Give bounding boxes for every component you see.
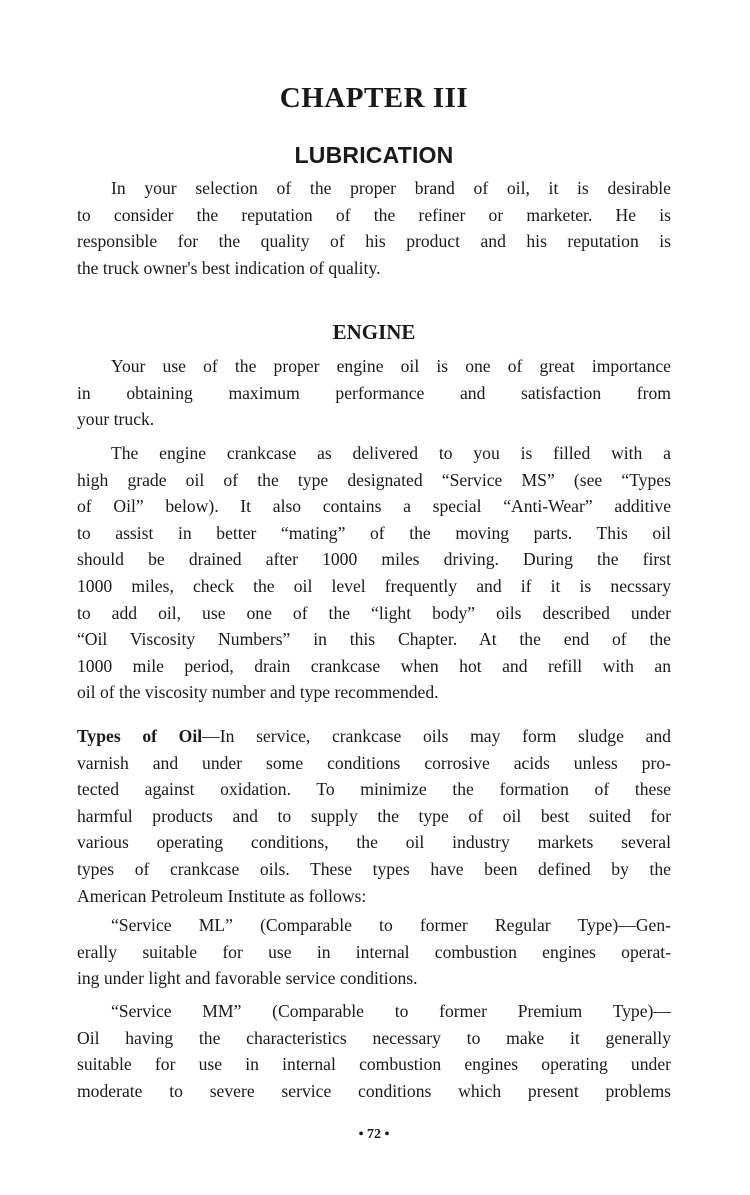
text-line: “Service ML” (Comparable to former Regular Type)—Gen- bbox=[111, 915, 671, 935]
text-line: oil of the viscosity number and type recommended. bbox=[77, 682, 439, 703]
text-line: tected against oxidation. To minimize the formation of these bbox=[77, 779, 671, 800]
service-ml-paragraph bbox=[77, 912, 671, 992]
text-line: to consider the reputation of the refiner or marketer. He is bbox=[77, 204, 671, 225]
text-line: the truck owner's best indication of quality. bbox=[77, 257, 381, 278]
text-line: types of crankcase oils. These types have been defined by the bbox=[77, 858, 671, 879]
intro-paragraph bbox=[77, 175, 671, 281]
text-line: to add oil, use one of the “light body” oils described under bbox=[77, 602, 671, 623]
text-line: to assist in better “mating” of the moving parts. This oil bbox=[77, 522, 671, 543]
engine-heading: ENGINE bbox=[332, 320, 416, 344]
text-line: your truck. bbox=[77, 409, 155, 430]
text-line: Oil having the characteristics necessary to make it generally bbox=[77, 1027, 671, 1048]
service-mm-paragraph bbox=[77, 998, 671, 1104]
text-line: ing under light and favorable service conditions. bbox=[77, 968, 418, 989]
text-line: 1000 mile period, drain crankcase when hot and refill with an bbox=[77, 655, 671, 676]
types-of-oil-paragraph bbox=[77, 723, 671, 909]
text-line: Your use of the proper engine oil is one of great importance bbox=[111, 356, 671, 376]
text-line: moderate to severe service conditions which present problems bbox=[77, 1080, 671, 1101]
text-line: of Oil” below). It also contains a special “Anti-Wear” additive bbox=[77, 496, 671, 517]
text-line: high grade oil of the type designated “Service MS” (see “Types bbox=[77, 469, 671, 490]
text-line: erally suitable for use in internal combustion engines operat- bbox=[77, 941, 671, 962]
text-line: varnish and under some conditions corrosive acids unless pro- bbox=[77, 752, 671, 773]
chapter-title: CHAPTER III bbox=[279, 82, 469, 114]
run-in-heading: Types of Oil bbox=[77, 726, 203, 746]
text-line: should be drained after 1000 miles driving. During the first bbox=[77, 549, 671, 570]
text-line: responsible for the quality of his product and his reputation is bbox=[77, 231, 671, 252]
text-line: “Oil Viscosity Numbers” in this Chapter. At the end of the bbox=[77, 629, 671, 650]
text-line: various operating conditions, the oil industry markets several bbox=[77, 832, 671, 853]
text-line: In your selection of the proper brand of oil, it is desirable bbox=[111, 178, 671, 198]
text-line: The engine crankcase as delivered to you is filled with a bbox=[111, 443, 671, 463]
text-line: harmful products and to supply the type of oil best suited for bbox=[77, 805, 671, 826]
text-line bbox=[77, 723, 671, 750]
text-line: in obtaining maximum performance and satisfaction from bbox=[77, 382, 671, 403]
text-line: American Petroleum Institute as follows: bbox=[77, 885, 367, 906]
text-line: suitable for use in internal combustion engines operating under bbox=[77, 1054, 671, 1075]
engine-paragraph-1 bbox=[77, 353, 671, 433]
text-run: —In service, crankcase oils may form sludge and bbox=[202, 726, 671, 746]
text-line: “Service MM” (Comparable to former Premium Type)— bbox=[111, 1001, 671, 1021]
engine-paragraph-2 bbox=[77, 440, 671, 706]
page-number: • 72 • bbox=[358, 1127, 390, 1142]
section-title: LUBRICATION bbox=[294, 142, 454, 168]
text-line: 1000 miles, check the oil level frequently and if it is necssary bbox=[77, 575, 671, 596]
